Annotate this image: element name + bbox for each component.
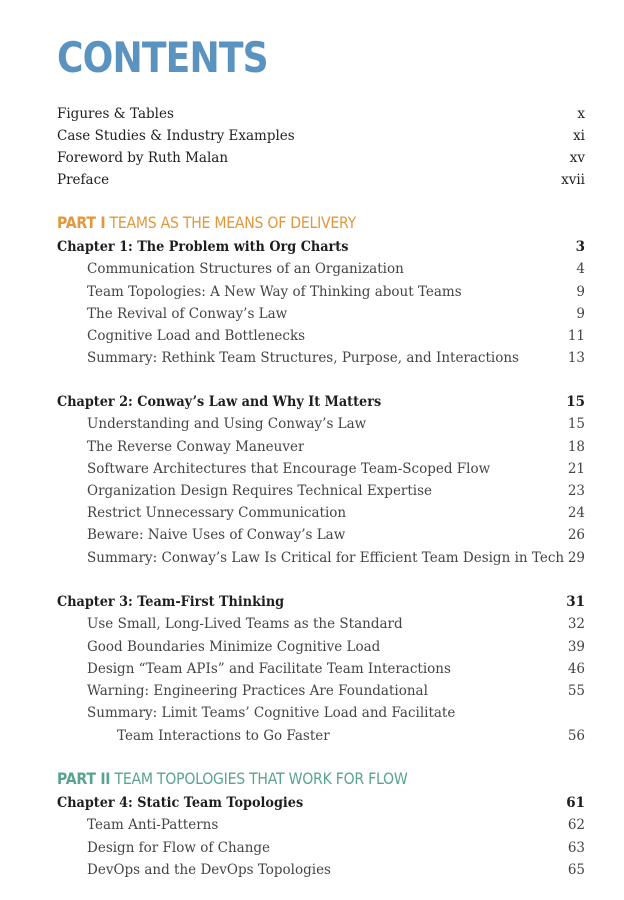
section-page: 9 [576, 284, 585, 300]
section-page: 21 [567, 461, 585, 477]
toc-section[interactable] [87, 436, 585, 458]
section-label: Summary: Limit Teams’ Cognitive Load and Facilitate [87, 705, 456, 721]
section-page: 26 [567, 527, 585, 543]
toc-section[interactable] [87, 502, 585, 524]
toc-entry-page: x [577, 106, 585, 122]
toc-section[interactable] [87, 702, 585, 724]
chapter-page: 3 [575, 239, 585, 255]
toc-entry-label: Figures & Tables [57, 106, 174, 122]
toc-section[interactable] [87, 636, 585, 658]
section-label: DevOps and the DevOps Topologies [87, 862, 331, 878]
toc-section[interactable] [87, 458, 585, 480]
section-page: 65 [567, 862, 585, 878]
section-page: 29 [567, 550, 585, 566]
section-label: The Reverse Conway Maneuver [87, 439, 305, 455]
section-page: 15 [567, 416, 585, 432]
chapter-page: 15 [566, 394, 585, 410]
toc-chapter-2[interactable] [57, 391, 585, 413]
toc-section[interactable] [87, 347, 585, 369]
section-label: Restrict Unnecessary Communication [87, 505, 347, 521]
section-label: Organization Design Requires Technical Expertise [87, 483, 433, 499]
toc-section[interactable] [87, 837, 585, 859]
toc-section[interactable] [87, 814, 585, 836]
toc-section[interactable] [87, 303, 585, 325]
section-label: Team Topologies: A New Way of Thinking about Teams [87, 284, 462, 300]
chapter-page: 31 [566, 594, 585, 610]
part-prefix: PART II [57, 769, 111, 788]
part-prefix: PART I [57, 213, 106, 232]
section-label: Use Small, Long-Lived Teams as the Standard [87, 616, 403, 632]
section-page: 63 [567, 840, 585, 856]
toc-section[interactable] [87, 658, 585, 680]
section-page: 55 [567, 683, 585, 699]
toc-section[interactable] [87, 325, 585, 347]
toc-section-continuation[interactable] [117, 725, 585, 747]
toc-entry-page: xv [569, 150, 585, 166]
chapter-title: Chapter 4: Static Team Topologies [57, 795, 304, 811]
section-page: 18 [567, 439, 585, 455]
toc-entry-page: xi [573, 128, 585, 144]
section-label: Good Boundaries Minimize Cognitive Load [87, 639, 381, 655]
chapter-title: Chapter 2: Conway’s Law and Why It Matters [57, 394, 382, 410]
page-title: CONTENTS [57, 33, 268, 82]
part-title: TEAM TOPOLOGIES THAT WORK FOR FLOW [114, 769, 408, 788]
toc-entry-preface[interactable] [57, 169, 585, 191]
section-label: Team Interactions to Go Faster [117, 728, 330, 744]
toc-chapter-1[interactable] [57, 236, 585, 258]
section-label: Communication Structures of an Organization [87, 261, 404, 277]
section-label: Team Anti-Patterns [87, 817, 219, 833]
toc-entry-label: Foreword by Ruth Malan [57, 150, 229, 166]
part-title: TEAMS AS THE MEANS OF DELIVERY [109, 213, 356, 232]
section-label: Warning: Engineering Practices Are Foundational [87, 683, 428, 699]
part-heading-1 [57, 212, 356, 234]
section-label: Beware: Naive Uses of Conway’s Law [87, 527, 346, 543]
toc-chapter-4[interactable] [57, 792, 585, 814]
toc-section[interactable] [87, 859, 585, 881]
section-label: Summary: Conway’s Law Is Critical for Efficient Team Design in Tech [87, 550, 565, 566]
section-label: Design “Team APIs” and Facilitate Team Interactions [87, 661, 451, 677]
section-page: 39 [567, 639, 585, 655]
toc-section[interactable] [87, 281, 585, 303]
section-page: 24 [567, 505, 585, 521]
section-page: 4 [576, 261, 585, 277]
chapter-page: 61 [566, 795, 585, 811]
section-label: Summary: Rethink Team Structures, Purpose, and Interactions [87, 350, 519, 366]
chapter-title: Chapter 1: The Problem with Org Charts [57, 239, 349, 255]
toc-section[interactable] [87, 413, 585, 435]
toc-section[interactable] [87, 680, 585, 702]
section-page: 13 [567, 350, 585, 366]
toc-entry-label: Preface [57, 172, 110, 188]
chapter-title: Chapter 3: Team-First Thinking [57, 594, 285, 610]
section-page: 9 [576, 306, 585, 322]
toc-entry-page: xvii [561, 172, 585, 188]
section-page: 62 [567, 817, 585, 833]
section-label: Design for Flow of Change [87, 840, 271, 856]
toc-entry-figures-tables[interactable] [57, 103, 585, 125]
toc-chapter-3[interactable] [57, 591, 585, 613]
toc-entry-case-studies[interactable] [57, 125, 585, 147]
toc-section[interactable] [87, 480, 585, 502]
toc-section[interactable] [87, 547, 585, 569]
toc-entry-label: Case Studies & Industry Examples [57, 128, 295, 144]
toc-section[interactable] [87, 258, 585, 280]
toc-section[interactable] [87, 524, 585, 546]
toc-entry-foreword[interactable] [57, 147, 585, 169]
toc-section[interactable] [87, 613, 585, 635]
section-label: The Revival of Conway’s Law [87, 306, 288, 322]
section-label: Cognitive Load and Bottlenecks [87, 328, 306, 344]
section-label: Understanding and Using Conway’s Law [87, 416, 367, 432]
section-page: 56 [567, 728, 585, 744]
section-page: 23 [567, 483, 585, 499]
section-label: Software Architectures that Encourage Team-Scoped Flow [87, 461, 491, 477]
section-page: 11 [567, 328, 585, 344]
part-heading-2 [57, 768, 408, 790]
section-page: 32 [567, 616, 585, 632]
section-page: 46 [567, 661, 585, 677]
